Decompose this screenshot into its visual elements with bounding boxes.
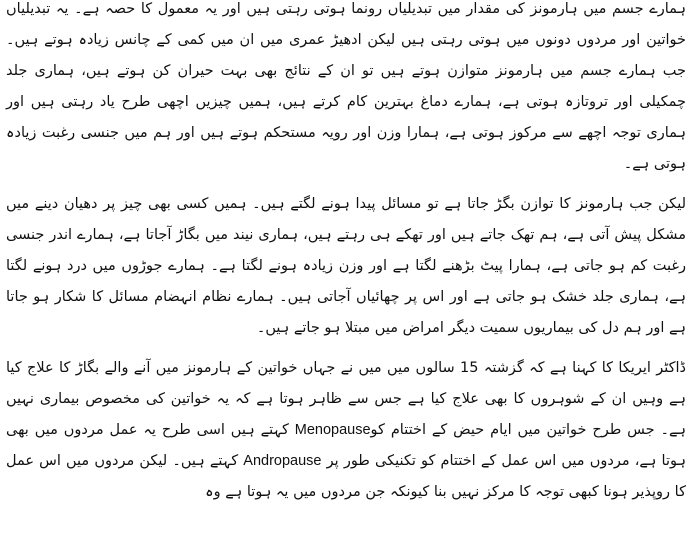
paragraph-text-part-2: کہتے ہیں اسی طرح یہ عمل مردوں میں بھی ہوتا ہے، مردوں میں اس عمل کے اختتام کو تکنیکی طور پر — [6, 422, 686, 469]
paragraph-text-part-1: ڈاکٹر ایریکا کا کہنا ہے کہ گزشتہ 15 سالوں میں میں نے جہاں خواتین کے ہارمونز میں آنے والے بگاڑ کا علاج کیا ہے وہیں ان کے شوہروں کا بھی علاج کیا ہے جس سے ظاہر ہوتا ہے کہ یہ خواتین کی مخصوص بیماری نہیں ہے۔ جس طرح خواتین میں ایام حیض کے اختتام کو — [6, 360, 686, 438]
paragraph-text-part-3: کہتے ہیں۔ لیکن مردوں میں اس عمل کا روپذیر ہونا کبھی توجہ کا مرکز نہیں بنا کیونکہ جن مردوں میں یہ ہوتا ہے وہ — [6, 453, 686, 500]
menopause-term: Menopause — [294, 422, 371, 438]
andropause-term: Andropause — [243, 453, 322, 469]
paragraph-hormone-balance: ہمارے جسم میں ہارمونز کی مقدار میں تبدیلیاں رونما ہوتی رہتی ہیں اور یہ معمول کا حصہ ہے۔ یہ تبدیلیاں خواتین اور مردوں دونوں میں ہوتی رہتی ہیں لیکن ادھیڑ عمری میں ان میں کمی کے چانس زیادہ ہوتے ہیں۔ جب ہمارے جسم میں ہارمونز متوازن ہوتے ہیں تو ان کے نتائج بھی بہت حیران کن ہوتے ہیں، ہماری جلد چمکیلی اور تروتازہ ہوتی ہے، ہمارے دماغ بہترین کام کرتے ہیں، ہمیں چیزیں اچھی طرح یاد رہتی ہیں اور ہماری توجہ اچھے سے مرکوز ہوتی ہے، ہمارا وزن اور رویہ مستحکم ہوتے ہیں اور ہم میں جنسی رغبت زیادہ ہوتی ہے۔ — [6, 1, 686, 172]
paragraph-hormone-imbalance: لیکن جب ہارمونز کا توازن بگڑ جاتا ہے تو مسائل پیدا ہونے لگتے ہیں۔ ہمیں کسی بھی چیز پر دھیان دینے میں مشکل پیش آتی ہے، ہم تھک جاتے ہیں اور تھکے ہی رہتے ہیں، ہماری نیند میں بگاڑ آجاتا ہے، ہمارے اندر جنسی رغبت کم ہو جاتی ہے، ہمارا پیٹ بڑھنے لگتا ہے اور وزن زیادہ ہونے لگتا ہے۔ ہمارے جوڑوں میں درد ہونے لگتا ہے، ہماری جلد خشک ہو جاتی ہے اور اس پر چھائیاں آجاتی ہیں۔ ہمارے نظام انہضام مسائل کا شکار ہو جاتا ہے اور ہم دل کی بیماریوں سمیت دیگر امراض میں مبتلا ہو جاتے ہیں۔ — [6, 196, 686, 336]
paragraph-doctor-erika — [6, 353, 686, 508]
article-body — [6, 0, 686, 517]
